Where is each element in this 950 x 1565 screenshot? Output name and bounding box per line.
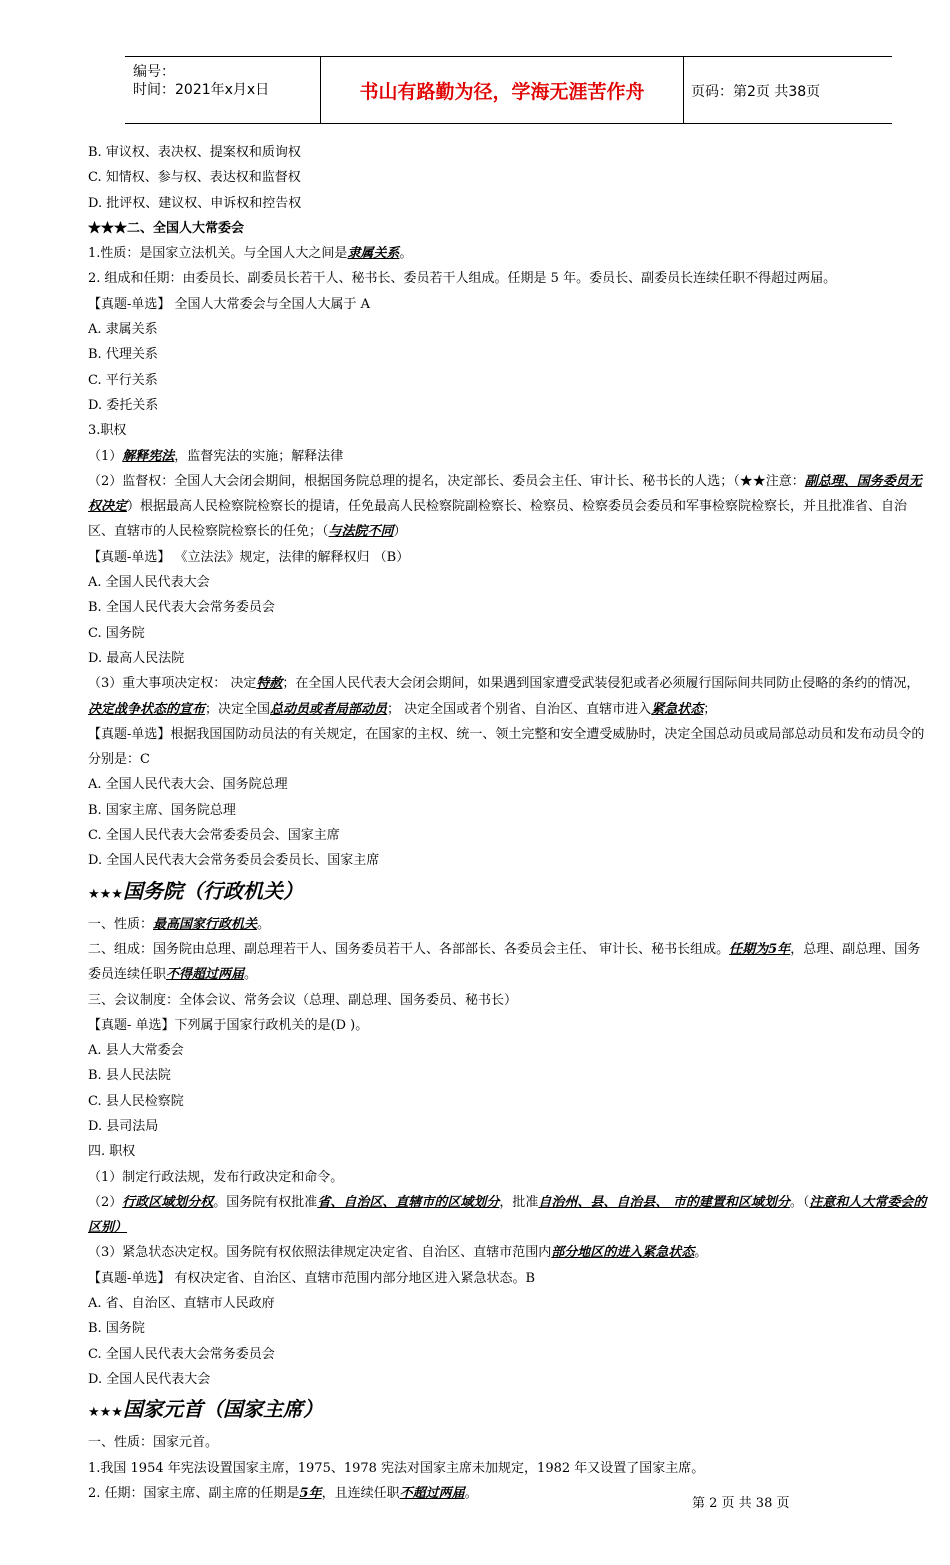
paragraph: （1）制定行政法规，发布行政决定和命令。	[88, 1169, 344, 1185]
text: ； 决定全国或者个别省、自治区、直辖市进入	[387, 701, 652, 717]
option-line: A. 县人大常委会	[88, 1043, 184, 1059]
text: 。（	[789, 1194, 810, 1210]
paragraph	[88, 937, 928, 988]
paragraph	[88, 1481, 928, 1506]
heading-text: 国家元首（国家主席）	[122, 1397, 323, 1422]
option-line: C. 国务院	[88, 625, 145, 641]
emphasis: 隶属关系	[347, 246, 400, 262]
emphasis: 注意和人大常委会的区别）	[88, 1194, 927, 1236]
option-line: C. 全国人民代表大会常委委员会、国家主席	[88, 828, 340, 844]
heading-text: 国务院（行政机关）	[122, 878, 303, 903]
question-line: 【真题-单选】 《立法法》规定，法律的解释权归 （B）	[88, 549, 410, 565]
paragraph	[88, 1240, 928, 1265]
option-line: B. 国务院	[88, 1321, 145, 1337]
emphasis: 不超过两届	[399, 1485, 465, 1501]
header-motto-cell	[321, 57, 684, 123]
document-body	[88, 140, 928, 1506]
option-line: C. 全国人民代表大会常务委员会	[88, 1346, 275, 1362]
text: ，且连续任职	[321, 1485, 400, 1501]
question-line: 【真题-单选】 有权决定省、自治区、直辖市范围内部分地区进入紧急状态。B	[88, 1270, 536, 1286]
major-heading	[88, 874, 928, 912]
option-line: A. 全国人民代表大会	[88, 575, 210, 591]
header-motto: 书山有路勤为径，学海无涯苦作舟	[359, 81, 645, 103]
doc-time-label: 时间：2021年x月x日	[133, 82, 270, 98]
question-line: 【真题-单选】根据我国国防动员法的有关规定，在国家的主权、统一、领土完整和安全遭受威胁时，决定全国总动员或局部总动员和发布动员令的分别是：C	[88, 726, 925, 768]
header-page-info: 页码：第2页 共38页	[691, 84, 821, 100]
emphasis: 决定战争状态的宣布	[88, 701, 206, 717]
option-line: B. 县人民法院	[88, 1068, 171, 1084]
emphasis: 自治州、县、自治县、 市的建置和区域划分	[538, 1194, 790, 1210]
text: ）	[393, 524, 407, 540]
text: （1）	[88, 448, 123, 464]
paragraph	[88, 1190, 928, 1241]
paragraph	[88, 444, 928, 469]
emphasis: 不得超过两届	[166, 967, 245, 983]
option-line: A. 隶属关系	[88, 322, 158, 338]
text: （3）重大事项决定权： 决定	[88, 676, 257, 692]
emphasis: 省、自治区、直辖市的区域划分	[317, 1194, 500, 1210]
paragraph: 1.我国 1954 年宪法设置国家主席，1975、1978 宪法对国家主席未加规定，1982 年又设置了国家主席。	[88, 1460, 705, 1476]
section-heading: ★★★二、全国人大常委会	[88, 220, 245, 236]
emphasis: 最高国家行政机关	[153, 916, 258, 932]
option-line: D. 全国人民代表大会	[88, 1371, 211, 1387]
text: ，总理、副总理、国务委员连续任职	[88, 941, 921, 983]
text: ；决定全国	[205, 701, 271, 717]
text: （2）监督权：全国人大会闭会期间，根据国务院总理的提名，决定部长、委员会主任、审计长、秘书长的人选；（★★注意：	[88, 473, 805, 489]
text: 。	[464, 1485, 478, 1501]
option-line: B. 全国人民代表大会常务委员会	[88, 600, 275, 616]
option-line: C. 县人民检察院	[88, 1093, 184, 1109]
emphasis: 任期为5年	[729, 941, 791, 957]
text: ；	[703, 701, 717, 717]
page-header	[125, 56, 892, 124]
paragraph: 一、性质：国家元首。	[88, 1435, 219, 1451]
option-line: D. 最高人民法院	[88, 650, 185, 666]
text: ；在全国人民代表大会闭会期间，如果遇到国家遭受武装侵犯或者必须履行国际间共同防止侵略的条约的情况，	[282, 676, 920, 692]
text: 。	[694, 1245, 708, 1261]
text: 1.性质：是国家立法机关。与全国人大之间是	[88, 246, 348, 262]
text: ，监督宪法的实施；解释法律	[174, 448, 344, 464]
option-line: B. 代理关系	[88, 347, 158, 363]
emphasis: 行政区域划分权	[122, 1194, 214, 1210]
text: 。	[257, 916, 271, 932]
option-line: A. 省、自治区、直辖市人民政府	[88, 1296, 275, 1312]
star-rating: ★★★	[88, 886, 123, 902]
option-line: D. 委托关系	[88, 397, 159, 413]
option-line: B. 国家主席、国务院总理	[88, 802, 236, 818]
option-line: B. 审议权、表决权、提案权和质询权	[88, 145, 301, 160]
option-line: C. 知情权、参与权、表达权和监督权	[88, 170, 301, 186]
major-heading	[88, 1392, 928, 1430]
emphasis: 5年	[299, 1485, 322, 1501]
option-line: D. 批评权、建议权、申诉权和控告权	[88, 195, 302, 211]
emphasis: 副总理、国务委员无权决定	[88, 473, 922, 515]
option-line: D. 全国人民代表大会常务委员会委员长、国家主席	[88, 853, 380, 869]
paragraph: 三、会议制度：全体会议、常务会议（总理、副总理、国务委员、秘书长）	[88, 992, 518, 1008]
paragraph	[88, 241, 928, 266]
page-footer: 第 2 页 共 38 页	[692, 1496, 790, 1511]
paragraph	[88, 469, 928, 545]
question-line: 【真题- 单选】下列属于国家行政机关的是(D )。	[88, 1017, 369, 1033]
option-line: D. 县司法局	[88, 1118, 159, 1134]
option-line: A. 全国人民代表大会、国务院总理	[88, 777, 288, 793]
star-rating: ★★★	[88, 1405, 123, 1421]
header-meta	[125, 57, 321, 123]
doc-number-label: 编号：	[133, 64, 175, 80]
text: 。	[244, 967, 258, 983]
text: 。国务院有权批准	[213, 1194, 318, 1210]
text: （2）	[88, 1194, 123, 1210]
text: ，批准	[499, 1194, 539, 1210]
paragraph	[88, 912, 928, 937]
subheading: 四. 职权	[88, 1144, 136, 1160]
paragraph	[88, 671, 928, 722]
emphasis: 特赦	[256, 676, 283, 692]
emphasis: 解释宪法	[122, 448, 175, 464]
text: 一、性质：	[88, 916, 154, 932]
subheading: 3.职权	[88, 423, 127, 439]
option-line: C. 平行关系	[88, 372, 158, 388]
text: （3）紧急状态决定权。国务院有权依照法律规定决定省、自治区、直辖市范围内	[88, 1245, 552, 1261]
text: 2. 任期：国家主席、副主席的任期是	[88, 1485, 300, 1501]
question-line: 【真题-单选】 全国人大常委会与全国人大属于 A	[88, 296, 371, 312]
text: 二、组成：国务院由总理、副总理若干人、国务委员若干人、各部部长、各委员会主任、 审计长、秘书长组成。	[88, 941, 730, 957]
emphasis: 总动员或者局部动员	[270, 701, 388, 717]
emphasis: 与法院不同	[328, 524, 394, 540]
emphasis: 部分地区的进入紧急状态	[551, 1245, 695, 1261]
paragraph: 2. 组成和任期：由委员长、副委员长若干人、秘书长、委员若干人组成。任期是 5 年。委员长、副委员长连续任职不得超过两届。	[88, 271, 837, 287]
emphasis: 紧急状态	[651, 701, 704, 717]
text: ）根据最高人民检察院检察长的提请，任免最高人民检察院副检察长、检察员、检察委员会委员和军事检察院检察长，并且批准省、自治区、直辖市的人民检察院检察长的任免；（	[88, 499, 908, 540]
text: 。	[399, 246, 413, 262]
